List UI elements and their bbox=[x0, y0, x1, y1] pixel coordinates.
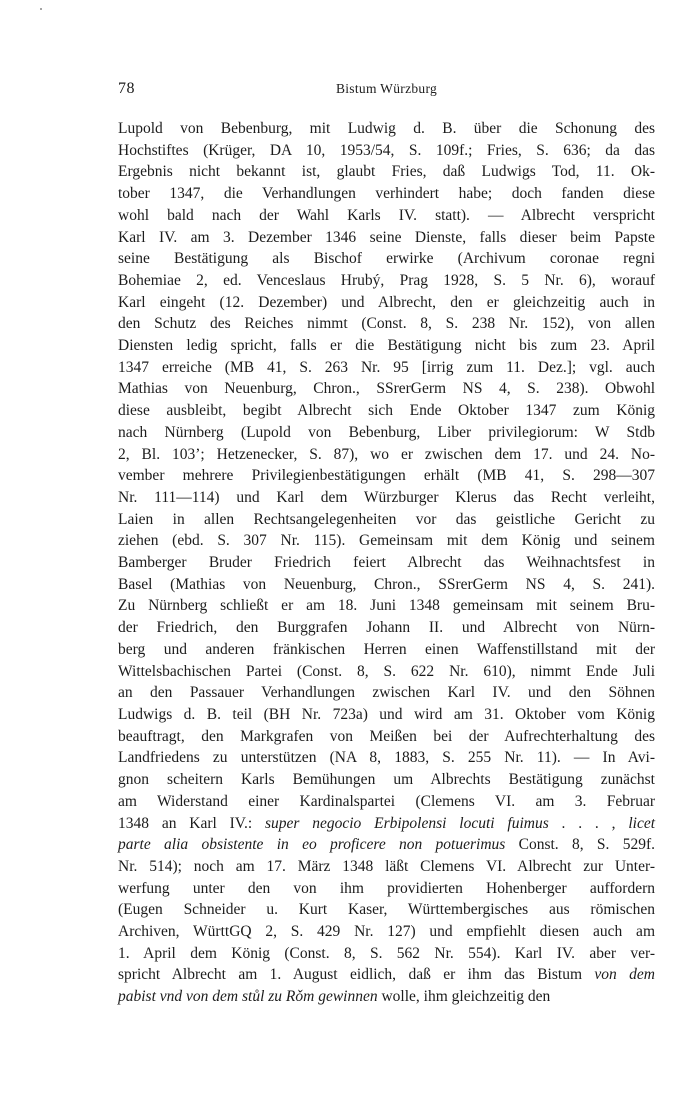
text-line bbox=[118, 856, 655, 878]
text-line bbox=[118, 574, 655, 596]
text-run: wohl bald nach der Wahl Karls IV. statt). — Albrecht verspricht bbox=[118, 206, 655, 224]
text-line bbox=[118, 617, 655, 639]
text-line bbox=[118, 878, 655, 900]
text-line bbox=[118, 400, 655, 422]
text-run: Nr. 111—114) und Karl dem Würzburger Klerus das Recht verleiht, bbox=[118, 488, 655, 506]
text-line bbox=[118, 726, 655, 748]
text-line bbox=[118, 140, 655, 162]
text-run: werfung unter den von ihm providierten Hohenberger auffordern bbox=[118, 879, 655, 897]
text-run: Const. 8, S. 529f. bbox=[505, 836, 655, 854]
text-line bbox=[118, 248, 655, 270]
text-run: ziehen (ebd. S. 307 Nr. 115). Gemeinsam mit dem König und seinem bbox=[118, 532, 655, 550]
text-run: Laien in allen Rechtsangelegenheiten vor das geistliche Gericht zu bbox=[118, 510, 655, 528]
text-run: Wittelsbachischen Partei (Const. 8, S. 622 Nr. 610), nimmt Ende Juli bbox=[118, 662, 655, 680]
text-run: Landfriedens zu unterstützen (NA 8, 1883, S. 255 Nr. 11). — In Avi- bbox=[118, 749, 655, 767]
text-run: 1. April dem König (Const. 8, S. 562 Nr. 554). Karl IV. aber ver- bbox=[118, 944, 655, 962]
text-line bbox=[118, 509, 655, 531]
text-run: diese ausbleibt, begibt Albrecht sich Ende Oktober 1347 zum König bbox=[118, 402, 655, 420]
text-line bbox=[118, 183, 655, 205]
text-run: (Eugen Schneider u. Kurt Kaser, Württembergisches aus römischen bbox=[118, 901, 655, 919]
text-run: am Widerstand einer Kardinalspartei (Clemens VI. am 3. Februar bbox=[118, 792, 655, 810]
text-run: Nr. 514); noch am 17. März 1348 läßt Clemens VI. Albrecht zur Unter- bbox=[118, 857, 655, 875]
text-line bbox=[118, 422, 655, 444]
text-run: Hochstiftes (Krüger, DA 10, 1953/54, S. 109f.; Fries, S. 636; da das bbox=[118, 141, 655, 159]
text-run: Lupold von Bebenburg, mit Ludwig d. B. über die Schonung des bbox=[118, 120, 655, 137]
text-run: Ergebnis nicht bekannt ist, glaubt Fries, daß Ludwigs Tod, 11. Ok- bbox=[118, 163, 655, 181]
italic-quote: pabist vnd von dem stůl zu Rǒm gewinnen bbox=[118, 988, 378, 1006]
text-line bbox=[118, 704, 655, 726]
page-number: 78 bbox=[118, 80, 135, 97]
text-line bbox=[118, 465, 655, 487]
text-run: Mathias von Neuenburg, Chron., SSrerGerm NS 4, S. 238). Obwohl bbox=[118, 380, 655, 398]
text-run: Archiven, WürttGQ 2, S. 429 Nr. 127) und empfiehlt diesen auch am bbox=[118, 923, 655, 941]
text-line bbox=[118, 964, 655, 986]
text-run: 2, Bl. 103’; Hetzenecker, S. 87), wo er zwischen dem 17. und 24. No- bbox=[118, 445, 655, 463]
text-line bbox=[118, 270, 655, 292]
text-run: Bohemiae 2, ed. Venceslaus Hrubý, Prag 1928, S. 5 Nr. 6), worauf bbox=[118, 271, 655, 289]
text-run: Ludwigs d. B. teil (BH Nr. 723a) und wird am 31. Oktober vom König bbox=[118, 705, 655, 723]
text-line bbox=[118, 487, 655, 509]
text-run: den Schutz des Reiches nimmt (Const. 8, S. 238 Nr. 152), von allen bbox=[118, 315, 655, 333]
text-line bbox=[118, 943, 655, 965]
text-line bbox=[118, 834, 655, 856]
text-line bbox=[118, 661, 655, 683]
text-run: seine Bestätigung als Bischof erwirke (Archivum coronae regni bbox=[118, 250, 655, 268]
text-run: tober 1347, die Verhandlungen verhindert habe; doch fanden diese bbox=[118, 185, 655, 203]
text-run: nach Nürnberg (Lupold von Bebenburg, Liber privilegiorum: W Stdb bbox=[118, 423, 655, 441]
page-header bbox=[118, 80, 655, 102]
text-line bbox=[118, 378, 655, 400]
text-line bbox=[118, 682, 655, 704]
text-line bbox=[118, 921, 655, 943]
text-line bbox=[118, 552, 655, 574]
italic-quote: licet bbox=[628, 814, 656, 832]
text-run: Karl IV. am 3. Dezember 1346 seine Dienste, falls dieser beim Papste bbox=[118, 228, 655, 246]
text-run: gnon scheitern Karls Bemühungen um Albrechts Bestätigung zunächst bbox=[118, 771, 655, 789]
scan-speck bbox=[40, 8, 42, 10]
text-run: . . . , bbox=[548, 814, 629, 832]
text-line bbox=[118, 899, 655, 921]
text-line bbox=[118, 791, 655, 813]
text-run: der Friedrich, den Burggrafen Johann II. und Albrecht von Nürn- bbox=[118, 619, 655, 637]
italic-quote: von dem bbox=[594, 966, 656, 984]
text-run: Basel (Mathias von Neuenburg, Chron., SSrerGerm NS 4, S. 241). bbox=[118, 575, 655, 593]
text-run: Zu Nürnberg schließt er am 18. Juni 1348 gemeinsam mit seinem Bru- bbox=[118, 597, 655, 615]
text-line bbox=[118, 161, 655, 183]
text-run: an den Passauer Verhandlungen zwischen Karl IV. und den Söhnen bbox=[118, 684, 655, 702]
italic-quote: parte alia obsistente in eo proficere non potuerimus bbox=[118, 836, 506, 854]
text-line bbox=[118, 595, 655, 617]
text-run: wolle, ihm gleichzeitig den bbox=[377, 988, 551, 1006]
text-line bbox=[118, 530, 655, 552]
text-run: 1348 an Karl IV.: bbox=[118, 814, 265, 832]
text-line bbox=[118, 747, 655, 769]
text-run: Bamberger Bruder Friedrich feiert Albrecht das Weihnachtsfest in bbox=[118, 554, 655, 572]
text-run: Karl eingeht (12. Dezember) und Albrecht, den er gleichzeitig auch in bbox=[118, 293, 655, 311]
text-line bbox=[118, 444, 655, 466]
text-line bbox=[118, 292, 655, 314]
text-run: spricht Albrecht am 1. August eidlich, daß er ihm das Bistum bbox=[118, 966, 595, 984]
running-title: Bistum Würzburg bbox=[335, 81, 438, 96]
text-run: vember mehrere Privilegienbestätigungen erhält (MB 41, S. 298—307 bbox=[118, 467, 655, 485]
body-text bbox=[118, 118, 655, 1008]
text-run: Diensten ledig spricht, falls er die Bestätigung nicht bis zum 23. April bbox=[118, 337, 655, 355]
text-line bbox=[118, 227, 655, 249]
text-line bbox=[118, 335, 655, 357]
text-run: berg und anderen fränkischen Herren einen Waffenstillstand mit der bbox=[118, 640, 655, 658]
text-line bbox=[118, 769, 655, 791]
text-line bbox=[118, 813, 655, 835]
text-line bbox=[118, 639, 655, 661]
text-line bbox=[118, 986, 655, 1008]
text-line bbox=[118, 118, 655, 140]
text-line bbox=[118, 313, 655, 335]
italic-quote: super negocio Erbipolensi locuti fuimus bbox=[264, 814, 549, 832]
text-run: beauftragt, den Markgrafen von Meißen bei der Aufrechterhaltung des bbox=[118, 727, 655, 745]
text-line bbox=[118, 357, 655, 379]
text-run: 1347 erreiche (MB 41, S. 263 Nr. 95 [irrig zum 11. Dez.]; vgl. auch bbox=[118, 358, 655, 376]
text-line bbox=[118, 205, 655, 227]
